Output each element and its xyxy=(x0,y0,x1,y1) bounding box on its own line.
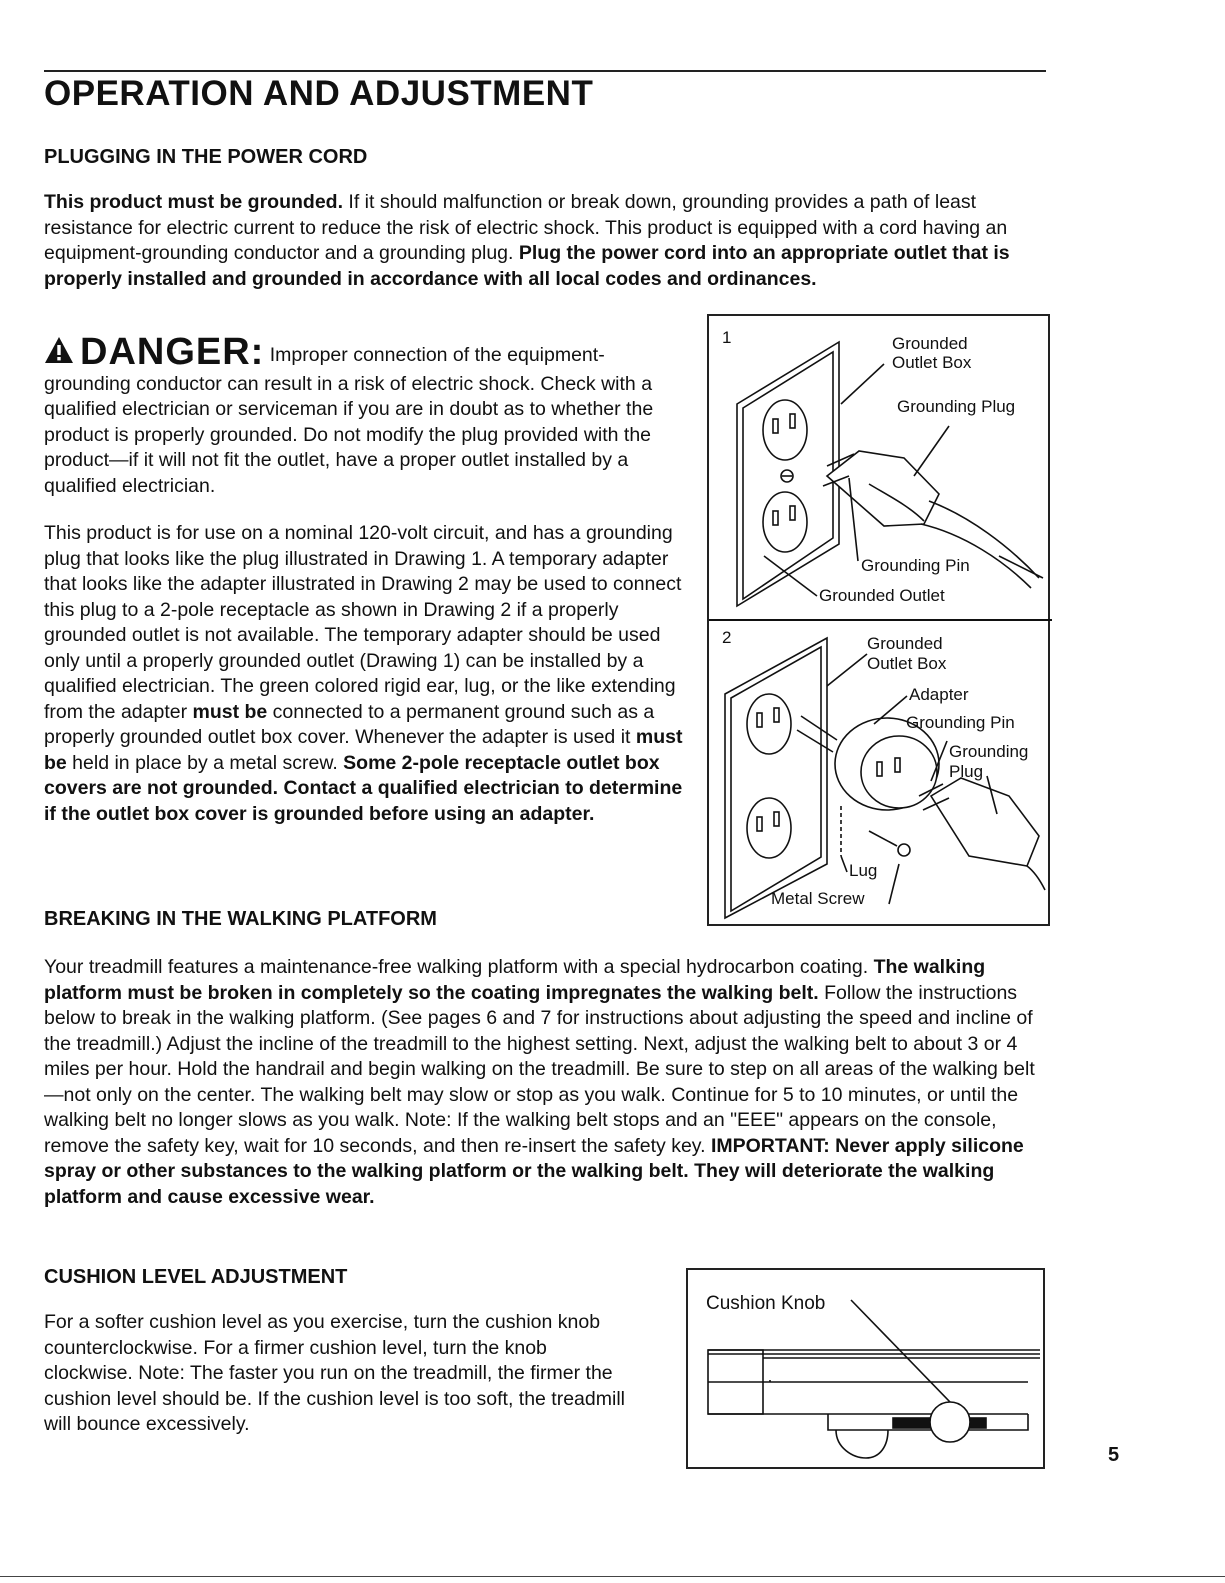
figure-2-number: 2 xyxy=(722,628,732,647)
grounded-warning-bold: This product must be grounded. xyxy=(44,191,343,213)
breaking-bold-a: The walking platform must be broken in completely so the coating impregnates the walking belt. xyxy=(44,956,986,1004)
figure-2-label-adapter: Adapter xyxy=(909,685,969,704)
figure-2-label-plug-1: Grounding xyxy=(949,742,1029,761)
breaking-paragraph xyxy=(44,955,1048,1210)
figure-2-label-plug-2: Plug xyxy=(949,762,984,781)
figure-2-label-screw: Metal Screw xyxy=(771,889,865,908)
figure-1-label-box-1: Grounded xyxy=(892,334,968,353)
danger-label: DANGER: xyxy=(80,331,265,373)
figure-1-number: 1 xyxy=(722,328,732,347)
adapter-bold-2: must be xyxy=(44,726,683,774)
title-rule xyxy=(44,70,1046,72)
figure-1-label-outlet: Grounded Outlet xyxy=(819,586,945,605)
section-heading-plugging: PLUGGING IN THE POWER CORD xyxy=(44,146,368,168)
adapter-text-b: connected to a permanent ground such as a properly grounded outlet box cover. Whenever the adapter is used it xyxy=(44,700,655,748)
figure-2-label-pin: Grounding Pin xyxy=(906,713,1015,732)
plug-instruction-bold: Plug the power cord into an appropriate outlet that is properly installed and grounded in accordance with all local codes and ordinances. xyxy=(44,242,1010,290)
figure-2-label-lug: Lug xyxy=(849,861,878,880)
figure-1-label-box-2: Outlet Box xyxy=(892,353,972,372)
warning-triangle-icon xyxy=(44,336,74,372)
page-number: 5 xyxy=(1108,1444,1120,1466)
outlet-figures-frame xyxy=(707,314,1050,926)
section-heading-cushion: CUSHION LEVEL ADJUSTMENT xyxy=(44,1266,348,1288)
cushion-paragraph: For a softer cushion level as you exercise, turn the cushion knob counterclockwise. For a firmer cushion level, turn the knob clockwise. Note: The faster you run on the treadmill, the firmer the cushion level should be. If the cushion level is too soft, the treadmill will bounce excessively. xyxy=(44,1311,625,1435)
page-bottom-rule xyxy=(0,1576,1225,1577)
breaking-text-b: Follow the instructions below to break in the walking platform. (See pages 6 and 7 for instructions about adjusting the speed and incline of the treadmill.) Adjust the incline of the treadmill to the highest setting. Next, adjust the walking belt to about 3 or 4 miles per hour. Hold the handrail and begin walking on the treadmill. Be sure to step on all areas of the walking belt—not only on the center. The walking belt may slow or stop as you walk. Continue for 5 to 10 minutes, or until the walking belt no longer slows as you walk. Note: If the walking belt stops and an "EEE" appears on the console, remove the safety key, wait for 10 seconds, and then re-insert the safety key. xyxy=(44,981,1035,1157)
figure-1-label-plug: Grounding Plug xyxy=(897,397,1016,416)
adapter-bold-1: must be xyxy=(192,700,268,723)
cushion-knob-label: Cushion Knob xyxy=(706,1293,826,1314)
breaking-bold-b: IMPORTANT: Never apply silicone spray or other substances to the walking platform or the walking belt. They will deteriorate the walking platform and cause excessive wear. xyxy=(44,1134,1024,1208)
adapter-text-a: This product is for use on a nominal 120-volt circuit, and has a grounding plug that looks like the plug illustrated in Drawing 1. A temporary adapter that looks like the adapter illustrated in Drawing 2 may be used to connect this plug to a 2-pole receptacle as shown in Drawing 2 if a properly grounded outlet is not available. The temporary adapter should be used only until a properly grounded outlet (Drawing 1) can be installed by a qualified electrician. The green colored rigid ear, lug, or the like extending from the adapter xyxy=(44,522,682,723)
adapter-text-c: held in place by a metal screw. xyxy=(66,751,344,774)
cushion-figure-frame xyxy=(686,1268,1045,1469)
page-title: OPERATION AND ADJUSTMENT xyxy=(44,74,594,113)
figure-2-label-box-1: Grounded xyxy=(867,634,943,653)
section-heading-breaking: BREAKING IN THE WALKING PLATFORM xyxy=(44,908,437,930)
breaking-text-a: Your treadmill features a maintenance-free walking platform with a special hydrocarbon coating. xyxy=(44,956,874,978)
figure-1-label-pin: Grounding Pin xyxy=(861,556,970,575)
danger-paragraph xyxy=(44,331,684,499)
plugging-paragraph-1 xyxy=(44,190,1048,292)
adapter-bold-3: Some 2-pole receptacle outlet box covers are not grounded. Contact a qualified electrician to determine if the outlet box cover is grounded before using an adapter. xyxy=(44,751,683,825)
plugging-paragraph-3 xyxy=(44,521,684,827)
danger-text: Improper connection of the equipment-grounding conductor can result in a risk of electric shock. Check with a qualified electrician or serviceman if you are in doubt as to whether the product is properly grounded. Do not modify the plug provided with the product—if it will not fit the outlet, have a proper outlet installed by a qualified electrician. xyxy=(44,344,654,497)
plugging-paragraph-1-text: If it should malfunction or break down, grounding provides a path of least resistance for electric current to reduce the risk of electric shock. This product is equipped with a cord having an equipment-grounding conductor and a grounding plug. xyxy=(44,191,1008,264)
figure-2-label-box-2: Outlet Box xyxy=(867,654,947,673)
